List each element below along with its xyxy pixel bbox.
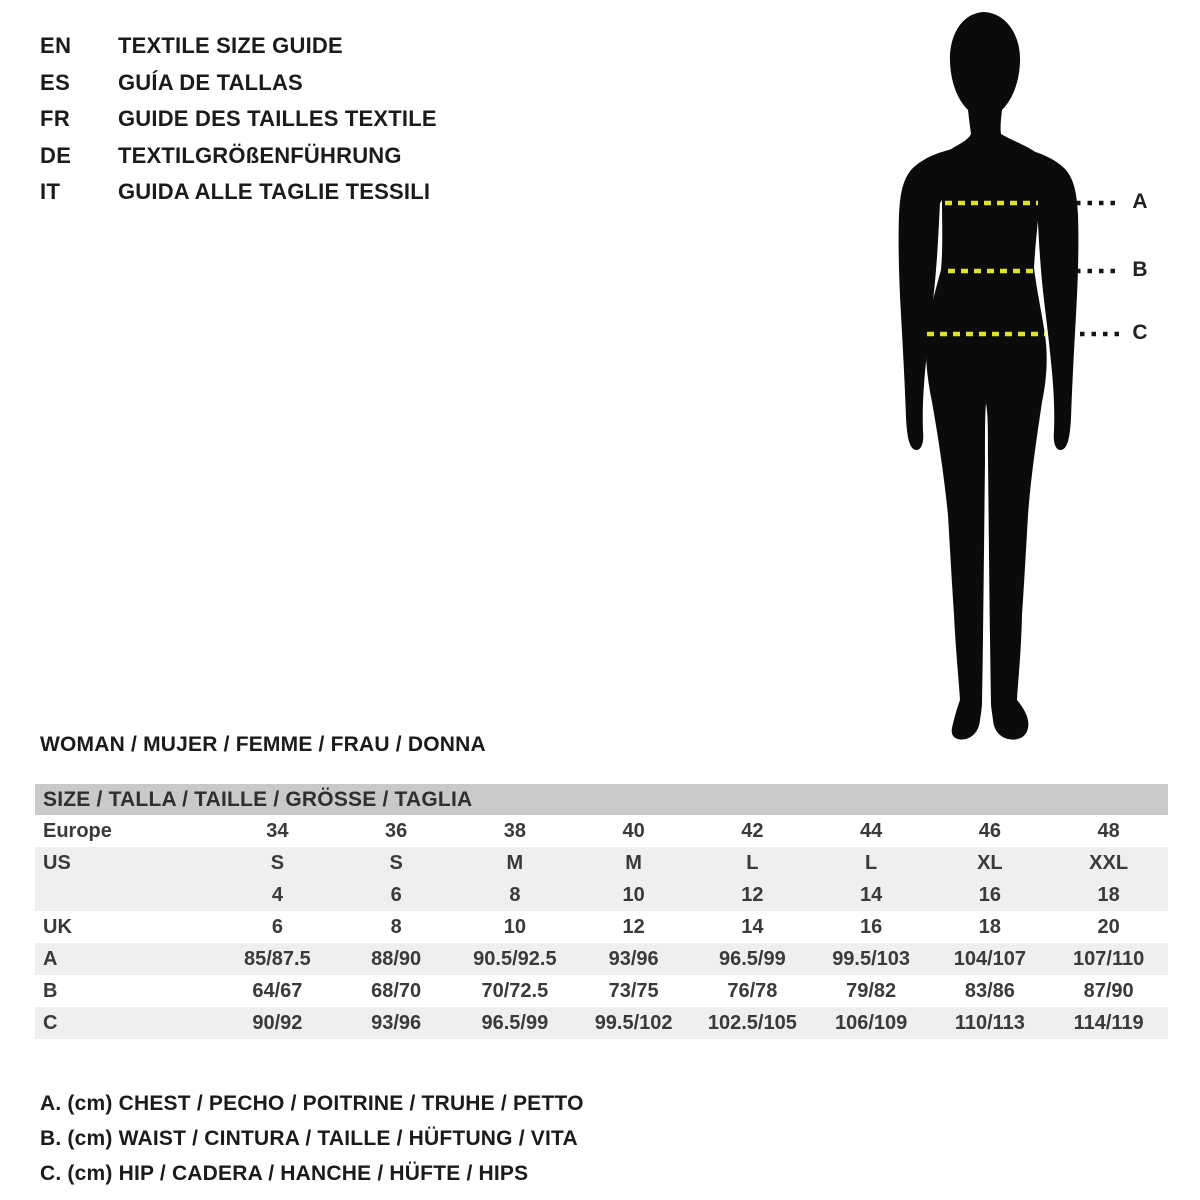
table-row-b <box>35 975 1168 1007</box>
size-cell: M <box>506 851 524 874</box>
language-title: GUÍA DE TALLAS <box>118 69 303 95</box>
size-cell: 93/96 <box>371 1011 422 1034</box>
language-row-it <box>40 174 437 211</box>
language-code: DE <box>40 142 72 168</box>
legend-line-a: A. (cm) CHEST / PECHO / POITRINE / TRUHE / PETTO <box>40 1091 584 1115</box>
size-cell: 8 <box>509 883 521 906</box>
size-cell: M <box>625 851 642 874</box>
language-list <box>40 28 437 211</box>
size-cell: 6 <box>390 883 402 906</box>
language-code: EN <box>40 33 72 59</box>
size-cell: 96.5/99 <box>481 1011 549 1034</box>
language-row-en <box>40 28 437 65</box>
size-cell: 12 <box>622 915 645 938</box>
language-title: TEXTILE SIZE GUIDE <box>118 33 343 59</box>
size-cell: 93/96 <box>608 947 659 970</box>
size-cell: 16 <box>978 883 1001 906</box>
table-row-europe <box>35 815 1168 847</box>
size-cell: 44 <box>860 819 883 842</box>
size-cell: 36 <box>385 819 408 842</box>
size-table-header: SIZE / TALLA / TAILLE / GRÖSSE / TAGLIA <box>35 784 1168 815</box>
language-code: FR <box>40 106 71 132</box>
hip-label: C <box>1132 321 1148 344</box>
size-cell: 90/92 <box>252 1011 303 1034</box>
language-code: ES <box>40 69 71 95</box>
size-cell: 110/113 <box>954 1011 1025 1034</box>
size-cell: 38 <box>503 819 526 842</box>
size-cell: 99.5/102 <box>594 1011 673 1034</box>
language-title: GUIDA ALLE TAGLIE TESSILI <box>118 179 431 205</box>
size-cell: 6 <box>271 915 283 938</box>
size-cell: S <box>270 851 285 874</box>
table-row-a <box>35 943 1168 975</box>
size-cell: 104/107 <box>953 947 1027 970</box>
size-cell: 73/75 <box>608 979 659 1002</box>
size-cell: 4 <box>271 883 283 906</box>
size-cell: 8 <box>390 915 402 938</box>
size-cell: XXL <box>1089 851 1129 874</box>
size-cell: 40 <box>622 819 645 842</box>
size-cell: 83/86 <box>964 979 1015 1002</box>
size-cell: L <box>865 851 878 874</box>
row-label: C <box>43 1011 58 1034</box>
table-row-us <box>35 847 1168 879</box>
legend-line-c: C. (cm) HIP / CADERA / HANCHE / HÜFTE / HIPS <box>40 1161 529 1185</box>
size-cell: 90.5/92.5 <box>473 947 557 970</box>
size-cell: 114/119 <box>1073 1011 1144 1034</box>
language-row-fr <box>40 101 437 138</box>
size-cell: 42 <box>741 819 764 842</box>
row-label: B <box>43 979 58 1002</box>
size-cell: 99.5/103 <box>832 947 911 970</box>
size-cell: 16 <box>860 915 883 938</box>
size-cell: 107/110 <box>1073 947 1145 970</box>
row-label: US <box>43 851 71 874</box>
size-cell: 48 <box>1097 819 1120 842</box>
size-cell: 10 <box>503 915 526 938</box>
size-cell: XL <box>977 851 1003 874</box>
row-label: A <box>43 947 58 970</box>
size-cell: S <box>389 851 403 874</box>
size-cell: 87/90 <box>1083 979 1134 1002</box>
table-row-us-numeric <box>35 879 1168 911</box>
size-cell: 34 <box>266 819 289 842</box>
size-cell: 70/72.5 <box>481 979 549 1002</box>
legend-line-b: B. (cm) WAIST / CINTURA / TAILLE / HÜFTUNG / VITA <box>40 1126 578 1150</box>
chest-label: A <box>1132 190 1148 213</box>
language-row-de <box>40 138 437 175</box>
size-cell: 96.5/99 <box>719 947 786 970</box>
language-title: TEXTILGRÖßENFÜHRUNG <box>118 142 402 168</box>
size-cell: 102.5/105 <box>707 1011 797 1034</box>
size-cell: 88/90 <box>371 947 422 970</box>
legend <box>40 1086 584 1191</box>
language-row-es <box>40 65 437 102</box>
size-cell: 18 <box>1097 883 1120 906</box>
woman-silhouette-svg <box>880 0 1160 750</box>
size-cell: 18 <box>978 915 1001 938</box>
size-cell: 79/82 <box>846 979 897 1002</box>
row-label: Europe <box>43 819 112 842</box>
table-row-uk <box>35 911 1168 943</box>
size-cell: 64/67 <box>252 979 303 1002</box>
size-cell: 85/87.5 <box>244 947 311 970</box>
size-cell: L <box>746 851 759 874</box>
size-cell: 106/109 <box>834 1011 908 1034</box>
size-cell: 10 <box>622 883 645 906</box>
row-label: UK <box>43 915 72 938</box>
language-code: IT <box>40 179 61 205</box>
size-cell: 68/70 <box>371 979 422 1002</box>
table-row-c <box>35 1007 1168 1039</box>
size-cell: 46 <box>978 819 1001 842</box>
size-cell: 76/78 <box>727 979 778 1002</box>
size-cell: 20 <box>1097 915 1120 938</box>
size-table <box>35 784 1168 1039</box>
size-cell: 12 <box>741 883 764 906</box>
section-title: WOMAN / MUJER / FEMME / FRAU / DONNA <box>40 733 486 756</box>
woman-figure <box>880 0 1160 750</box>
size-table-body <box>35 815 1168 1039</box>
waist-label: B <box>1132 258 1148 281</box>
woman-body-silhouette <box>926 12 1047 740</box>
size-cell: 14 <box>741 915 764 938</box>
language-title: GUIDE DES TAILLES TEXTILE <box>118 106 437 132</box>
size-cell: 14 <box>860 883 883 906</box>
